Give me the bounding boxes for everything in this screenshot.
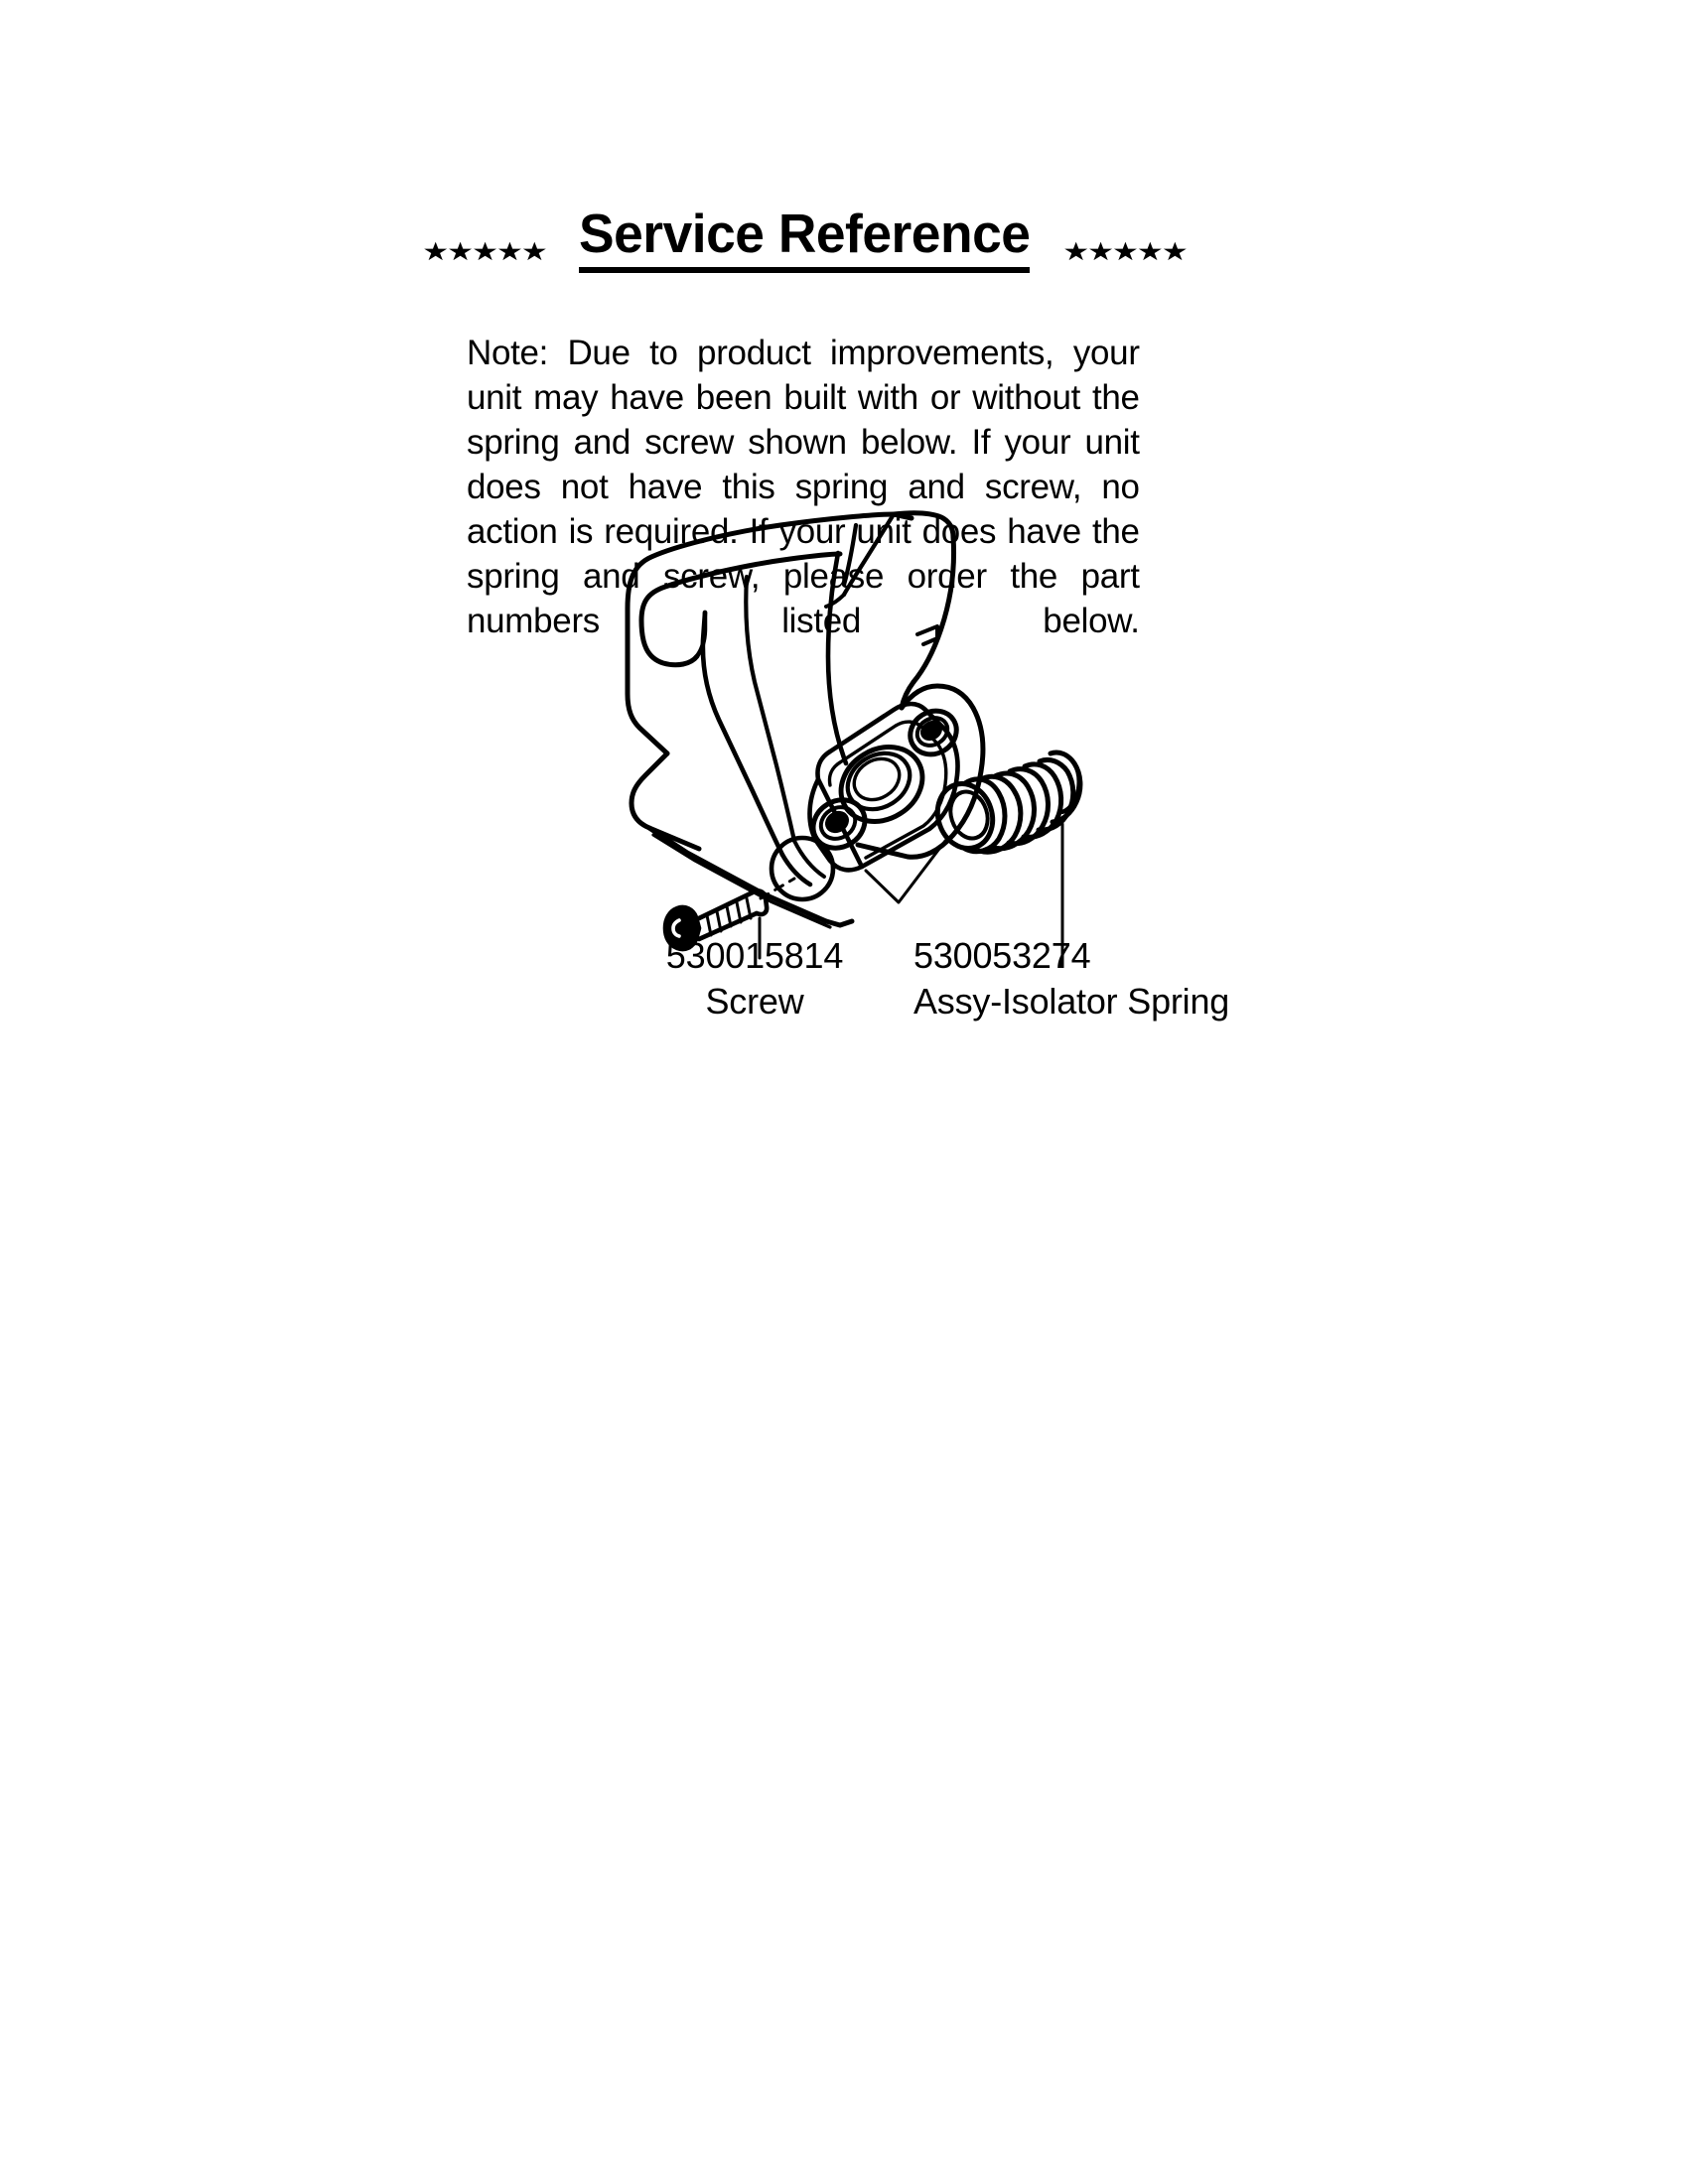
screw-hole-icon: [772, 838, 833, 899]
spring-part-description: Assy-Isolator Spring: [913, 981, 1230, 1022]
technical-illustration: [596, 481, 1092, 968]
callout-spring: [913, 933, 1229, 1024]
callout-screw: [635, 933, 874, 1024]
bracket-casting-icon: [628, 513, 954, 927]
page-header: [422, 194, 1187, 273]
stars-right-icon: ★★★★★: [1062, 237, 1187, 267]
screw-part-description: Screw: [705, 981, 804, 1022]
note-paragraph: Note: Due to product improvements, your unit may have been built with or without the spring and screw shown below. If your unit does not have this spring and screw, no action is required. If your unit does have the spring and screw, please order the part numbers listed below.: [467, 332, 1140, 640]
spring-part-number: 530053274: [913, 935, 1091, 976]
stars-left-icon: ★★★★★: [422, 237, 546, 267]
coil-spring-icon: [929, 752, 1080, 856]
page-title: Service Reference: [579, 206, 1030, 273]
screw-part-number: 530015814: [665, 935, 844, 976]
